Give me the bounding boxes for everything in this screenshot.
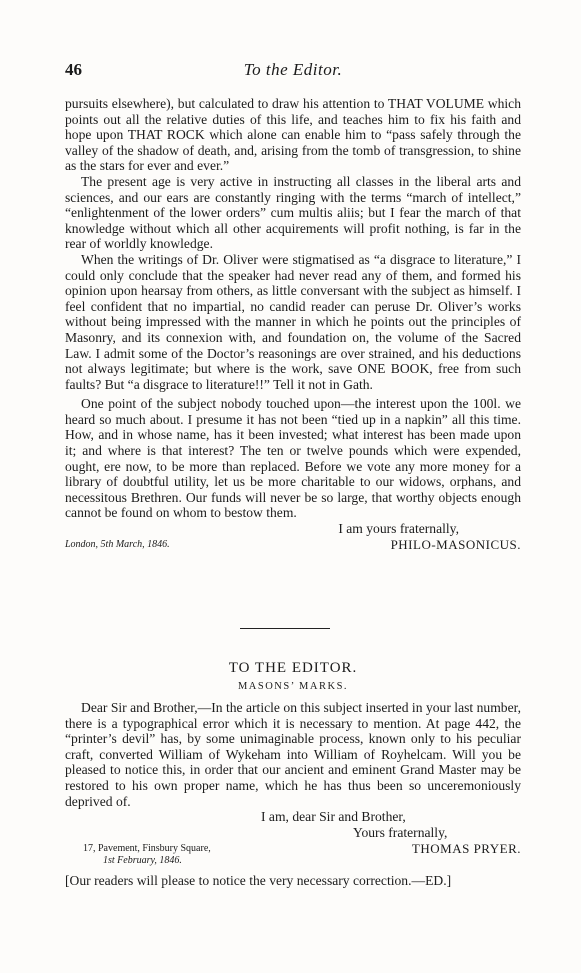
letter-closing: I am yours fraternally, xyxy=(338,521,459,537)
editor-note: [Our readers will please to notice the very necessary correction.—ED.] xyxy=(65,873,452,889)
letter-closing: Yours fraternally, xyxy=(353,825,448,841)
letter-paragraph: The present age is very active in instructing all classes in the liberal arts and sciences, and our ears are constantly ringing with the terms “march of intellect,” “enlightenment of the lower orders” cum multis aliis; but I fear the march of that knowledge without which all other acquirements will profit nothing, is far in the rear of worldly knowledge. xyxy=(65,173,521,252)
letter-paragraph: One point of the subject nobody touched upon—the interest upon the 100l. we heard so much about. I presume it has not been “tied up in a napkin” all this time. How, and in whose name, has it been invested; what interest has been made upon it; and where is that interest? The ten or twelve pounds which were expended, ought, ere now, to be more than replaced. Before we vote any more money for a library of doubtful utility, let us be more charitable to our widows, orphans, and necessitous Brethren. Our funds will never be so large, that worthy objects enough cannot be found on whom to bestow them. xyxy=(65,396,521,521)
sender-address xyxy=(83,843,211,867)
page-number: 46 xyxy=(65,60,82,79)
place-date: London, 5th March, 1846. xyxy=(65,539,170,551)
letter-subheading: MASONS’ MARKS. xyxy=(237,681,349,692)
letter-paragraph: pursuits elsewhere), but calculated to draw his attention to THAT VOLUME which points out all the relative duties of this life, and teaches him to fix his faith and hope upon THAT ROCK which alone can enable him to “pass safely through the valley of the shadow of death, and, arising from the tomb of transgression, to shine as the stars for ever and ever.” xyxy=(65,96,521,174)
letter-signoff xyxy=(65,537,521,553)
signature: THOMAS PRYER. xyxy=(411,841,521,857)
address-date: 1st February, 1846. xyxy=(103,855,182,867)
running-head xyxy=(65,60,521,86)
letter-paragraph: Dear Sir and Brother,—In the article on this subject inserted in your last number, there is a typographical error which it is necessary to mention. At page 442, the “printer’s devil” has, by some unimaginable process, known only to his peculiar craft, converted William of Wykeham into William of Royhelcam. Will you be pleased to notice this, in order that our ancient and eminent Grand Master may be restored to his own proper name, which he has thus been so unceremoniously deprived of. xyxy=(65,700,521,809)
address-line: 17, Pavement, Finsbury Square, xyxy=(83,843,211,855)
second-letter xyxy=(65,660,521,889)
letter-heading: TO THE EDITOR. xyxy=(228,660,358,676)
letter-paragraph: When the writings of Dr. Oliver were stigmatised as “a disgrace to literature,” I could only conclude that the speaker had never read any of them, and formed his opinion upon hearsay from others, as little conversant with the subject as himself. I feel confident that no impartial, no candid reader can peruse Dr. Oliver’s works without being impressed with the manner in which he points out the principles of Masonry, and its connexion with, and foundation on, the volume of the Sacred Law. I admit some of the Doctor’s reasonings are over strained, and his deductions not always legitimate; but where is the work, save ONE BOOK, free from such faults? But “a disgrace to literature!!” Tell it not in Gath. xyxy=(65,251,521,392)
section-divider xyxy=(240,628,330,629)
letter-closing: I am, dear Sir and Brother, xyxy=(261,809,406,825)
letter-signoff xyxy=(65,841,521,867)
letter-body xyxy=(65,96,521,553)
running-title: To the Editor. xyxy=(243,60,343,79)
signature: PHILO-MASONICUS. xyxy=(390,537,521,553)
